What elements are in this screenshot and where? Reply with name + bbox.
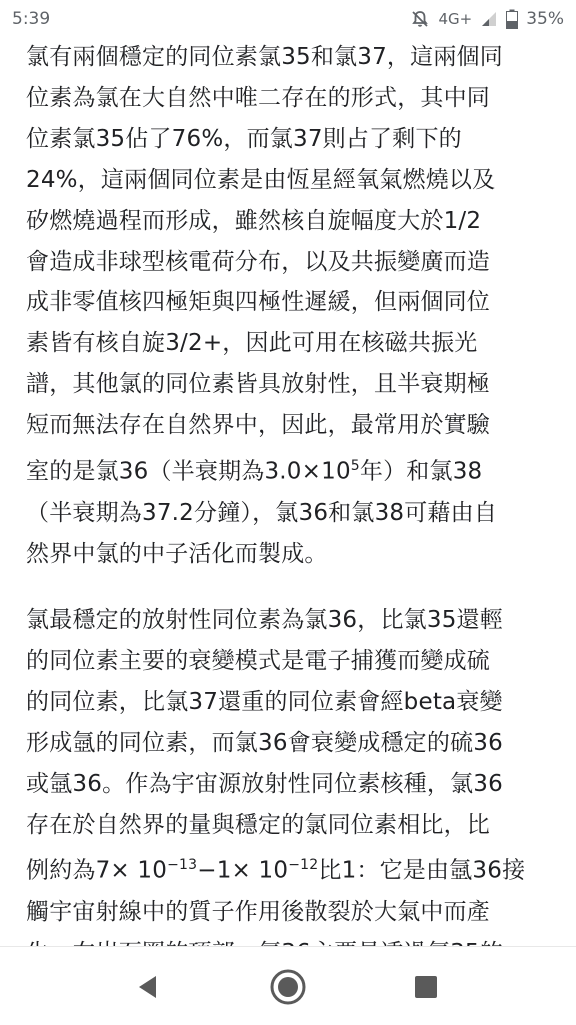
triangle-back-icon bbox=[134, 973, 162, 1001]
signal-icon bbox=[480, 10, 498, 28]
text-line: 然界中氯的中子活化而製成。 bbox=[26, 540, 328, 567]
text-line: 會造成非球型核電荷分布，以及共振變廣而造 bbox=[26, 248, 490, 275]
text-segment: −1× 10 bbox=[197, 858, 289, 885]
superscript: −12 bbox=[288, 857, 319, 874]
text-line: 位素氯35佔了76%，而氯37則占了剩下的 bbox=[26, 125, 462, 152]
text-line: 觸宇宙射線中的質子作用後散裂於大氣中而產 bbox=[26, 899, 490, 925]
text-line bbox=[26, 845, 552, 892]
text-line: 形成氬的同位素，而氯36會衰變成穩定的硫36 bbox=[26, 729, 503, 756]
back-button[interactable] bbox=[128, 967, 168, 1007]
dnd-off-icon bbox=[410, 9, 430, 29]
text-segment: 室的是氯36（半衰期為3.0×10 bbox=[26, 458, 351, 485]
navigation-bar bbox=[0, 946, 576, 1025]
text-line: 矽燃燒過程而形成，雖然核自旋幅度大於1/2 bbox=[26, 207, 482, 234]
circle-home-icon bbox=[268, 967, 308, 1007]
text-line: 成非零值核四極矩與四極性遲緩，但兩個同位 bbox=[26, 289, 490, 316]
text-line: 或氬36。作為宇宙源放射性同位素核種，氯36 bbox=[26, 770, 503, 797]
text-segment: 比1：它是由氬36接 bbox=[318, 858, 526, 885]
network-type: 4G+ bbox=[438, 10, 473, 28]
battery-icon bbox=[506, 9, 518, 29]
square-recents-icon bbox=[413, 974, 439, 1000]
text-line: 譜，其他氯的同位素皆具放射性，且半衰期極 bbox=[26, 371, 490, 398]
paragraph-radioactive bbox=[26, 600, 552, 974]
text-line: 存在於自然界的量與穩定的氯同位素相比，比 bbox=[26, 811, 490, 838]
home-button[interactable] bbox=[268, 967, 308, 1007]
recents-button[interactable] bbox=[406, 967, 446, 1007]
status-time: 5:39 bbox=[12, 9, 51, 29]
text-line: 氯有兩個穩定的同位素氯35和氯37，這兩個同 bbox=[26, 44, 503, 70]
text-line bbox=[26, 446, 552, 493]
text-line: 短而無法存在自然界中，因此，最常用於實驗 bbox=[26, 412, 490, 439]
text-line: 素皆有核自旋3/2+，因此可用在核磁共振光 bbox=[26, 330, 478, 357]
superscript: −13 bbox=[167, 857, 198, 874]
text-line: 的同位素主要的衰變模式是電子捕獲而變成硫 bbox=[26, 647, 490, 674]
article-content[interactable] bbox=[0, 40, 576, 946]
text-line: （半衰期為37.2分鐘），氯36和氯38可藉由自 bbox=[26, 499, 498, 526]
text-line: 位素為氯在大自然中唯二存在的形式，其中同 bbox=[26, 84, 490, 111]
superscript: 5 bbox=[350, 458, 360, 475]
status-bar bbox=[0, 0, 576, 40]
text-line: 的同位素，比氯37還重的同位素會經beta衰變 bbox=[26, 688, 503, 715]
battery-percent: 35% bbox=[526, 9, 564, 29]
text-line: 氯最穩定的放射性同位素為氯36，比氯35還輕 bbox=[26, 607, 503, 633]
text-segment: 例約為7× 10 bbox=[26, 858, 168, 885]
text-segment: 年）和氯38 bbox=[359, 458, 483, 485]
text-line: 24%，這兩個同位素是由恆星經氧氣燃燒以及 bbox=[26, 166, 496, 193]
status-icons bbox=[410, 9, 564, 29]
paragraph-isotopes bbox=[26, 37, 552, 574]
